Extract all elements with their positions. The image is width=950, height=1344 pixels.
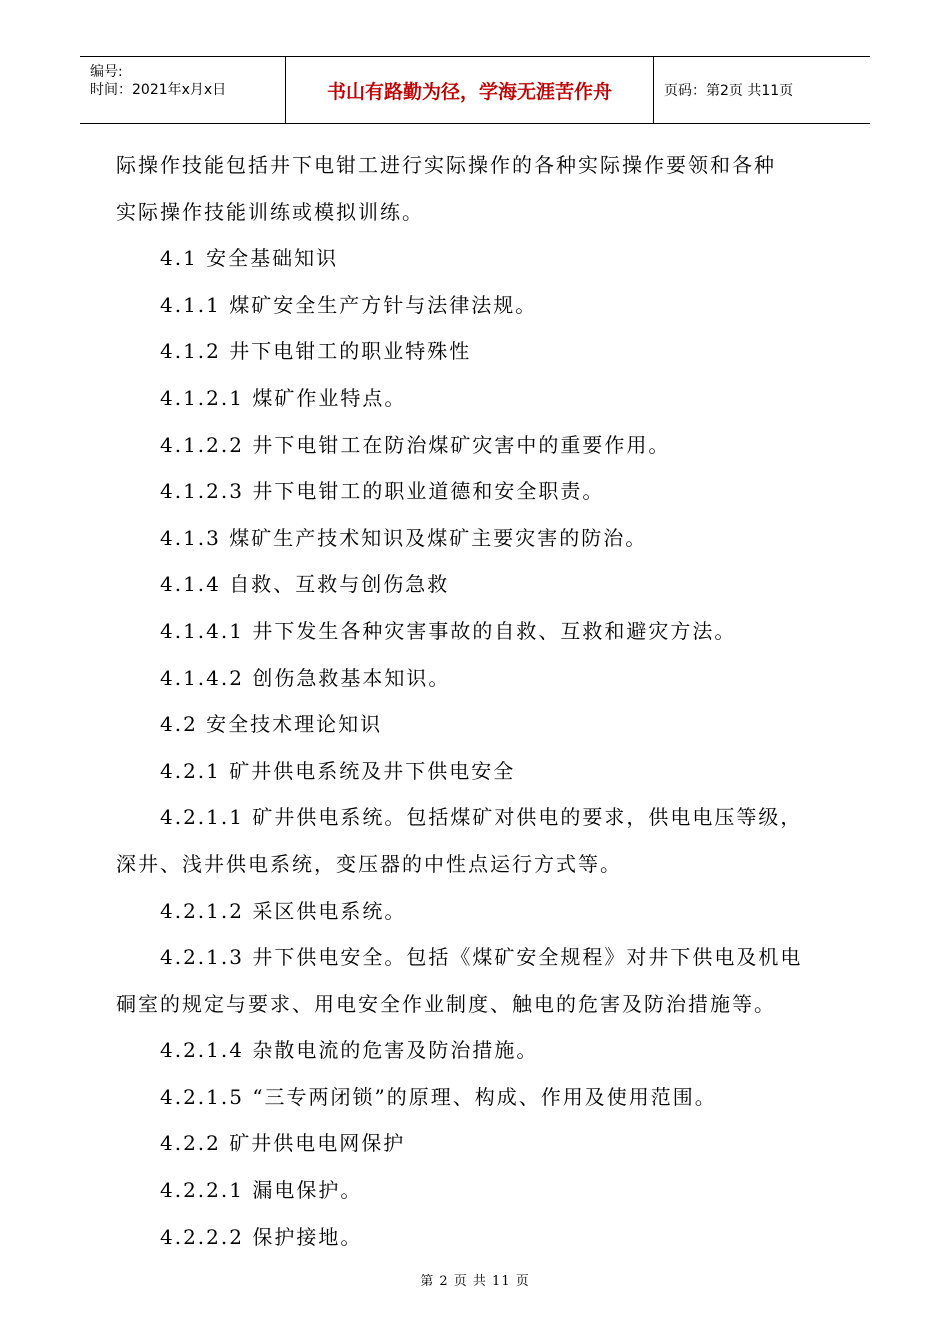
body-paragraph: 4.2.1.1 矿井供电系统。包括煤矿对供电的要求，供电电压等级， (160, 805, 803, 830)
body-paragraph: 实际操作技能训练或模拟训练。 (116, 199, 424, 224)
body-paragraph: 4.2.1 矿井供电系统及井下供电安全 (160, 758, 516, 783)
body-paragraph: 4.2.2.1 漏电保护。 (160, 1178, 363, 1203)
body-paragraph: 硐室的规定与要求、用电安全作业制度、触电的危害及防治措施等。 (116, 991, 776, 1016)
body-paragraph: 4.1.4.2 创伤急救基本知识。 (160, 665, 451, 690)
body-paragraph: 4.2 安全技术理论知识 (160, 712, 383, 737)
body-paragraph: 4.1.1 煤矿安全生产方针与法律法规。 (160, 292, 538, 317)
body-paragraph: 4.1.4.1 井下发生各种灾害事故的自救、互救和避灾方法。 (160, 618, 737, 643)
body-paragraph: 深井、浅井供电系统，变压器的中性点运行方式等。 (116, 851, 622, 876)
body-paragraph: 4.2.1.4 杂散电流的危害及防治措施。 (160, 1038, 539, 1063)
header-page-info: 页码：第2页 共11页 (664, 83, 794, 99)
page-header (80, 56, 870, 124)
document-body (116, 142, 836, 1260)
body-paragraph: 4.2.1.2 采区供电系统。 (160, 898, 407, 923)
body-paragraph: 4.1.2.1 煤矿作业特点。 (160, 385, 407, 410)
body-paragraph: 4.1.2.3 井下电钳工的职业道德和安全职责。 (160, 479, 605, 504)
body-paragraph: 4.1.2.2 井下电钳工在防治煤矿灾害中的重要作用。 (160, 432, 671, 457)
header-motto: 书山有路勤为径，学海无涯苦作舟 (286, 57, 654, 123)
body-paragraph: 4.1.4 自救、互救与创伤急救 (160, 572, 450, 597)
body-paragraph: 4.2.2 矿井供电电网保护 (160, 1131, 406, 1156)
body-paragraph: 际操作技能包括井下电钳工进行实际操作的各种实际操作要领和各种 (116, 153, 776, 177)
page-footer: 第 2 页 共 11 页 (420, 1274, 530, 1289)
body-paragraph: 4.2.1.3 井下供电安全。包括《煤矿安全规程》对井下供电及机电 (160, 945, 803, 970)
body-paragraph: 4.1 安全基础知识 (160, 246, 339, 271)
body-paragraph: 4.1.2 井下电钳工的职业特殊性 (160, 339, 472, 364)
header-meta-cell (80, 57, 286, 123)
body-paragraph: 4.1.3 煤矿生产技术知识及煤矿主要灾害的防治。 (160, 525, 648, 550)
document-number-label: 编号: (90, 64, 123, 80)
body-paragraph: 4.2.1.5 “三专两闭锁”的原理、构成、作用及使用范围。 (160, 1084, 717, 1109)
document-date-label: 时间：2021年x月x日 (90, 82, 227, 98)
body-paragraph: 4.2.2.2 保护接地。 (160, 1224, 363, 1249)
